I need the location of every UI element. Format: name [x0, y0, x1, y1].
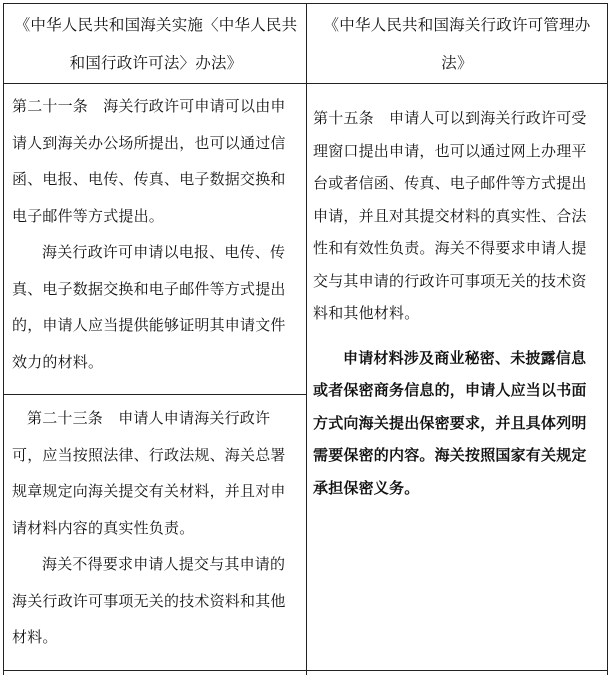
left-article-23 — [12, 400, 300, 656]
right-header — [314, 6, 600, 82]
article-23-paragraph-1: 第二十三条 申请人申请海关行政许可，应当按照法律、行政法规、海关总署规章规定向海关提交有关材料，并且对申请材料内容的真实性负责。 — [12, 409, 286, 537]
article-15-paragraph-2: 申请材料涉及商业秘密、未披露信息或者保密商务信息的，申请人应当以书面方式向海关提出保密要求，并且具体列明需要保密的内容。海关按照国家有关规定承担保密义务。 — [313, 348, 587, 497]
header-divider — [4, 83, 607, 84]
right-header-title: 《中华人民共和国海关行政许可管理办法》 — [323, 16, 591, 72]
column-divider — [306, 4, 307, 675]
article-15-paragraph-1: 第十五条 申请人可以到海关行政许可受理窗口提出申请，也可以通过网上办理平台或者信函、传真、电子邮件等方式提出申请，并且对其提交材料的真实性、合法性和有效性负责。海关不得要求申请人提交与其申请的行政许可事项无关的技术资料和其他材料。 — [313, 109, 587, 322]
article-21-paragraph-2: 海关行政许可申请以电报、电传、传真、电子数据交换和电子邮件等方式提出的，申请人应当提供能够证明其申请文件效力的材料。 — [12, 243, 286, 371]
left-article-21 — [12, 88, 300, 380]
comparison-table — [3, 3, 608, 675]
article-21-paragraph-1: 第二十一条 海关行政许可申请可以由申请人到海关办公场所提出，也可以通过信函、电报、电传、传真、电子数据交换和电子邮件等方式提出。 — [12, 97, 286, 225]
article-23-paragraph-2: 海关不得要求申请人提交与其申请的海关行政许可事项无关的技术资料和其他材料。 — [12, 555, 286, 646]
left-header-title: 《中华人民共和国海关实施〈中华人民共和国行政许可法〉办法》 — [14, 16, 298, 72]
right-article-15 — [313, 102, 601, 504]
left-header — [14, 6, 298, 82]
bottom-divider — [4, 670, 607, 671]
left-article-divider — [4, 394, 306, 395]
